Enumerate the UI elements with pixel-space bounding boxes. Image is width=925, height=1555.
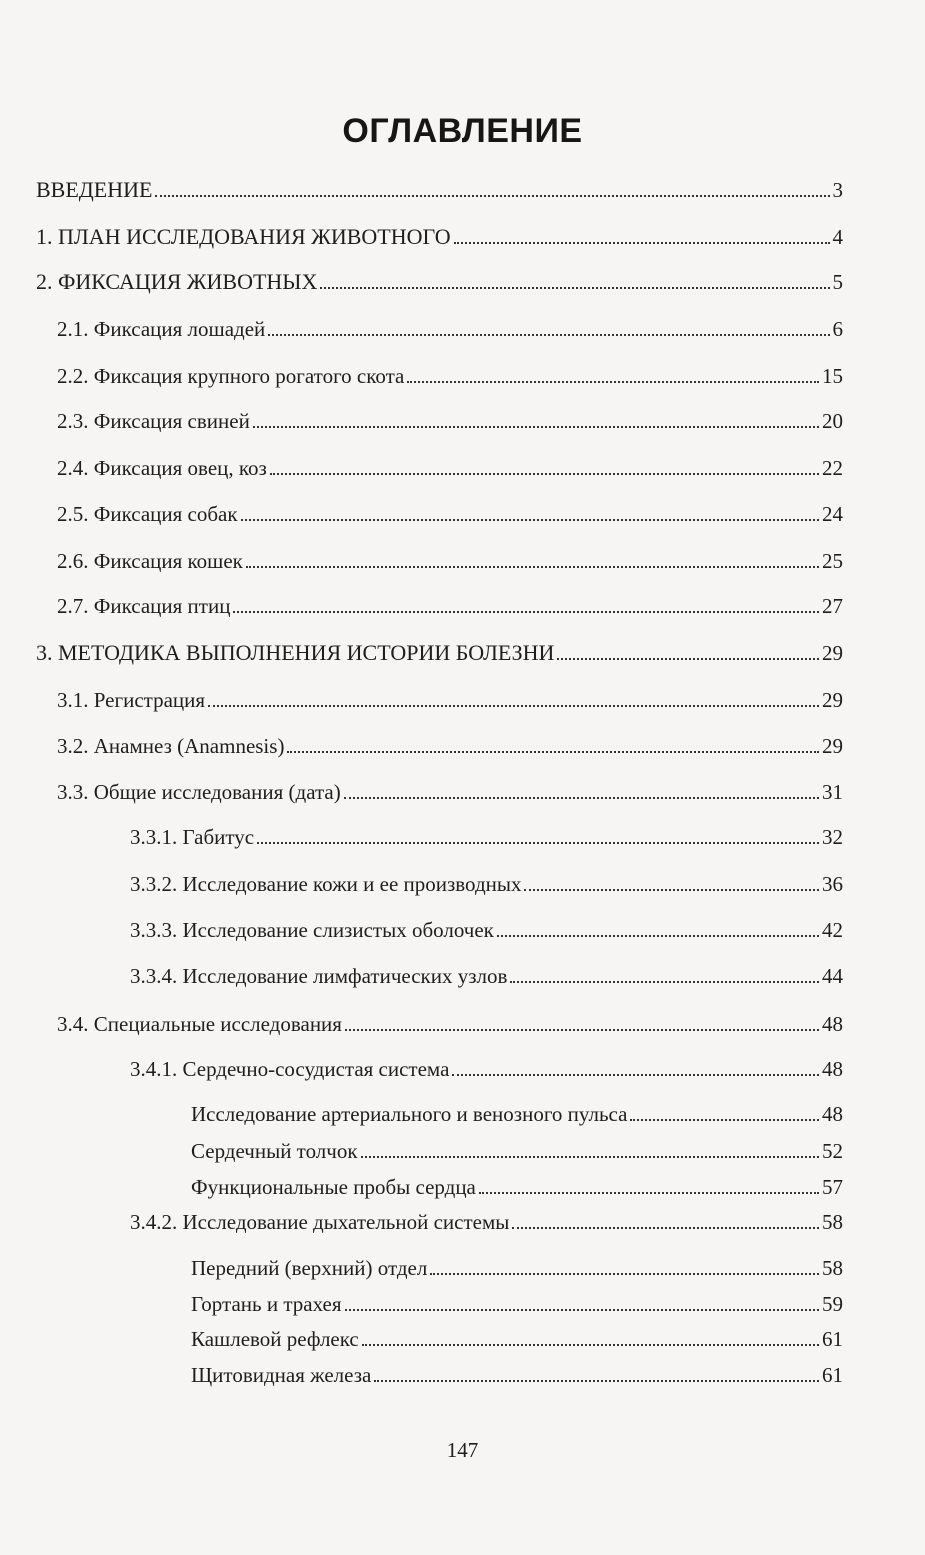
toc-entry-page: 52 [822,1139,843,1163]
toc-entry [57,593,843,619]
toc-entry-page: 44 [822,964,843,988]
dot-leader [155,195,829,197]
toc-entry [57,501,843,527]
dot-leader [345,1309,819,1311]
dot-leader [257,842,819,844]
toc-entry-page: 61 [822,1327,843,1351]
dot-leader [241,519,819,521]
toc-entry [36,269,843,295]
toc-entry-label: 3.4.1. Сердечно-сосудистая система [130,1057,450,1081]
toc-entry [36,640,843,666]
toc-entry [191,1101,843,1127]
toc-entry [57,733,843,759]
toc-entry-label: 2. ФИКСАЦИЯ ЖИВОТНЫХ [36,269,318,294]
page-title: ОГЛАВЛЕНИЕ [342,112,583,150]
toc-entry [36,224,843,250]
toc-entry-page: 24 [822,502,843,526]
dot-leader [268,334,829,336]
toc-entry-page: 29 [822,641,843,665]
dot-leader [452,1074,819,1076]
toc-entry-page: 27 [822,594,843,618]
toc-entry-page: 61 [822,1363,843,1387]
toc-entry [57,408,843,434]
toc-entry [57,687,843,713]
dot-leader [524,889,819,891]
toc-entry-page: 31 [822,780,843,804]
toc-entry [191,1326,843,1352]
toc-entry-page: 48 [822,1057,843,1081]
toc-entry-label: 2.6. Фиксация кошек [57,549,243,573]
toc-entry-page: 20 [822,409,843,433]
toc-entry-page: 32 [822,825,843,849]
dot-leader [497,935,819,937]
toc-entry-page: 42 [822,918,843,942]
toc-entry [57,316,843,342]
toc-entry [191,1174,843,1200]
dot-leader [320,287,829,289]
toc-entry-label: 2.7. Фиксация птиц [57,594,231,618]
dot-leader [270,473,819,475]
toc-entry-label: 3.1. Регистрация [57,688,206,712]
toc-entry [57,363,843,389]
dot-leader [345,1029,819,1031]
toc-entry-page: 58 [822,1256,843,1280]
toc-entry-page: 29 [822,688,843,712]
toc-entry-page: 5 [832,270,843,294]
dot-leader [246,566,819,568]
dot-leader [362,1344,819,1346]
toc-entry-label: 3.4.2. Исследование дыхательной системы [130,1210,510,1234]
toc-entry [57,548,843,574]
toc-entry [130,871,843,897]
toc-entry-label: 3.2. Анамнез (Anamnesis) [57,734,285,758]
toc-entry [191,1138,843,1164]
dot-leader [287,751,819,753]
toc-entry [130,917,843,943]
toc-entry-label: 2.5. Фиксация собак [57,502,238,526]
toc-entry-label: 3.3. Общие исследования (дата) [57,780,341,804]
toc-entry-label: 2.3. Фиксация свиней [57,409,250,433]
toc-entry-label: 2.4. Фиксация овец, коз [57,456,267,480]
toc-entry-label: Исследование артериального и венозного пульса [191,1102,628,1126]
dot-leader [454,242,830,244]
toc-entry [130,1056,843,1082]
toc-entry-page: 25 [822,549,843,573]
toc-entry-page: 48 [822,1102,843,1126]
toc-entry-page: 48 [822,1012,843,1036]
toc-entry-label: 1. ПЛАН ИССЛЕДОВАНИЯ ЖИВОТНОГО [36,224,451,249]
dot-leader [557,658,819,660]
dot-leader [253,426,819,428]
dot-leader [510,981,819,983]
toc-entry [57,779,843,805]
toc-entry-page: 22 [822,456,843,480]
dot-leader [479,1192,819,1194]
dot-leader [512,1227,819,1229]
dot-leader [344,797,819,799]
toc-entry-label: 3.3.3. Исследование слизистых оболочек [130,918,494,942]
dot-leader [208,705,819,707]
toc-entry [191,1362,843,1388]
toc-entry [191,1291,843,1317]
toc-entry-page: 29 [822,734,843,758]
toc-entry-page: 57 [822,1175,843,1199]
toc-entry-label: ВВЕДЕНИЕ [36,177,153,202]
toc-entry-label: 3. МЕТОДИКА ВЫПОЛНЕНИЯ ИСТОРИИ БОЛЕЗНИ [36,640,555,665]
toc-entry-label: 3.4. Специальные исследования [57,1012,342,1036]
toc-entry-label: 3.3.1. Габитус [130,825,255,849]
dot-leader [361,1156,819,1158]
toc-entry-page: 36 [822,872,843,896]
toc-entry-label: Щитовидная железа [191,1363,372,1387]
toc-entry-label: Передний (верхний) отдел [191,1256,428,1280]
toc-entry-page: 6 [832,317,843,341]
toc-entry [130,824,843,850]
toc-entry [130,963,843,989]
toc-entry-label: Гортань и трахея [191,1292,342,1316]
toc-entry-label: 3.3.2. Исследование кожи и ее производных [130,872,522,896]
toc-entry-label: Кашлевой рефлекс [191,1327,359,1351]
toc-entry-label: 2.2. Фиксация крупного рогатого скота [57,364,405,388]
toc-entry-label: 3.3.4. Исследование лимфатических узлов [130,964,508,988]
toc-entry-label: Сердечный толчок [191,1139,358,1163]
dot-leader [407,381,819,383]
dot-leader [630,1119,819,1121]
toc-entry-label: 2.1. Фиксация лошадей [57,317,266,341]
toc-entry-page: 58 [822,1210,843,1234]
toc-entry-label: Функциональные пробы сердца [191,1175,476,1199]
page-number: 147 [446,1438,479,1462]
toc-entry-page: 4 [832,225,843,249]
dot-leader [233,611,819,613]
toc-entry-page: 59 [822,1292,843,1316]
toc-entry [130,1209,843,1235]
dot-leader [374,1380,819,1382]
dot-leader [430,1273,819,1275]
toc-entry-page: 15 [822,364,843,388]
toc-entry [57,455,843,481]
toc-entry [36,177,843,203]
toc-entry-page: 3 [832,178,843,202]
toc-entry [191,1255,843,1281]
toc-entry [57,1011,843,1037]
